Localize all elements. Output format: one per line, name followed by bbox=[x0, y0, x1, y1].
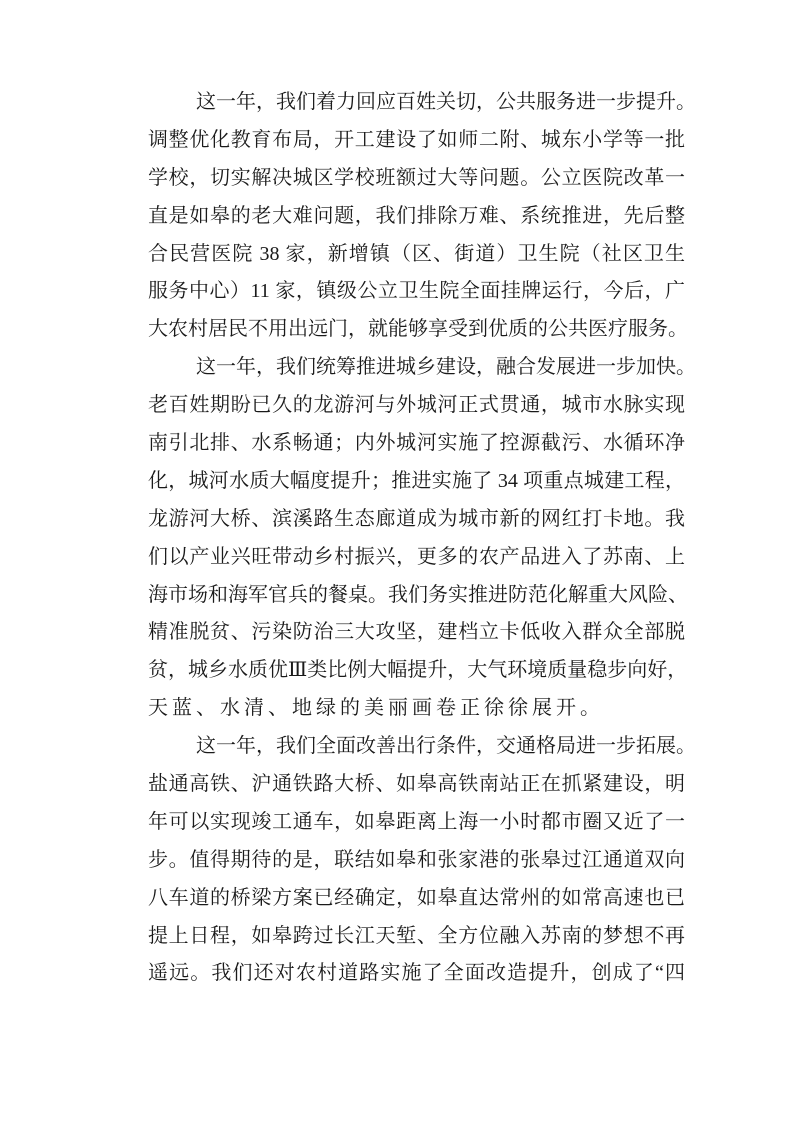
paragraph-line: 龙游河大桥、滨溪路生态廊道成为城市新的网红打卡地。我 bbox=[148, 507, 685, 530]
paragraph-line: 大农村居民不用出远门，就能够享受到优质的公共医疗服务。 bbox=[148, 318, 688, 341]
paragraph-line: 化，城河水质大幅度提升；推进实施了 34 项重点城建工程， bbox=[148, 469, 685, 492]
paragraph-line: 海市场和海军官兵的餐桌。我们务实推进防范化解重大风险、 bbox=[148, 583, 688, 606]
paragraph-line: 步。值得期待的是，联结如皋和张家港的张皋过江通道双向 bbox=[148, 848, 685, 871]
paragraph-line: 盐通高铁、沪通铁路大桥、如皋高铁南站正在抓紧建设，明 bbox=[148, 773, 685, 796]
paragraph-line: 这一年，我们统筹推进城乡建设，融合发展进一步加快。 bbox=[196, 356, 696, 379]
paragraph-line: 年可以实现竣工通车，如皋距离上海一小时都市圈又近了一 bbox=[148, 810, 685, 833]
paragraph-line: 合民营医院 38 家，新增镇（区、街道）卫生院（社区卫生 bbox=[148, 242, 685, 265]
paragraph-line: 学校，切实解决城区学校班额过大等问题。公立医院改革一 bbox=[148, 166, 685, 189]
paragraph-line: 贫，城乡水质优Ⅲ类比例大幅提升，大气环境质量稳步向好， bbox=[148, 659, 688, 682]
paragraph-line: 服务中心）11 家，镇级公立卫生院全面挂牌运行，今后，广 bbox=[148, 280, 685, 303]
paragraph-line: 调整优化教育布局，开工建设了如师二附、城东小学等一批 bbox=[148, 128, 685, 151]
paragraph-line: 提上日程，如皋跨过长江天堑、全方位融入苏南的梦想不再 bbox=[148, 924, 685, 947]
paragraph-line: 们以产业兴旺带动乡村振兴，更多的农产品进入了苏南、上 bbox=[148, 545, 685, 568]
paragraph-line: 天蓝、水清、地绿的美丽画卷正徐徐展开。 bbox=[148, 697, 604, 720]
body-text bbox=[148, 84, 696, 993]
paragraph-urban-rural-development bbox=[148, 349, 696, 728]
paragraph-transportation bbox=[148, 728, 696, 993]
paragraph-line: 这一年，我们全面改善出行条件，交通格局进一步拓展。 bbox=[196, 735, 696, 758]
paragraph-line: 这一年，我们着力回应百姓关切，公共服务进一步提升。 bbox=[196, 91, 696, 113]
paragraph-line: 南引北排、水系畅通；内外城河实施了控源截污、水循环净 bbox=[148, 432, 685, 455]
paragraph-line: 精准脱贫、污染防治三大攻坚，建档立卡低收入群众全部脱 bbox=[148, 621, 685, 644]
paragraph-line: 老百姓期盼已久的龙游河与外城河正式贯通，城市水脉实现 bbox=[148, 394, 685, 417]
paragraph-line: 八车道的桥梁方案已经确定，如皋直达常州的如常高速也已 bbox=[148, 886, 685, 909]
paragraph-line: 遥远。我们还对农村道路实施了全面改造提升，创成了“四 bbox=[148, 962, 685, 985]
paragraph-public-services bbox=[148, 84, 696, 349]
paragraph-line: 直是如皋的老大难问题，我们排除万难、系统推进，先后整 bbox=[148, 204, 685, 227]
